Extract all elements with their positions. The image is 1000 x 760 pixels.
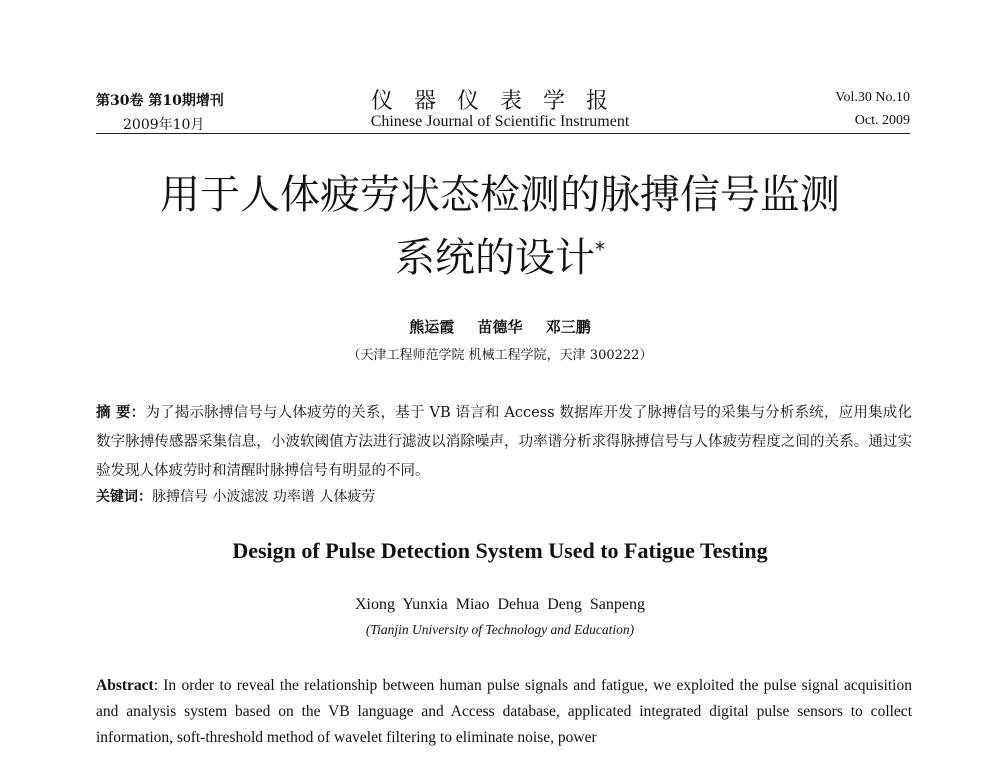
title-cn-line2-text: 系统的设计 [395,235,595,281]
affiliation-cn: （天津工程师范学院 机械工程学院，天津 300222） [347,348,653,363]
date-cn: 2009年10月 [123,117,205,133]
date-en: Oct. 2009 [854,113,910,128]
affiliation-en: (Tianjin University of Technology and Education) [365,622,635,637]
title-cn-line2 [0,226,1000,283]
abstract-cn [96,398,912,486]
abstract-en-text: : In order to reveal the relationship between human pulse signals and fatigue, we exploited the pulse signal acquisition and analysis system based on the VB language and Access database, applicated integrated digital pulse sensors to collect information, soft-threshold method of wavelet filtering to eliminate noise, power [96,677,912,746]
title-en: Design of Pulse Detection System Used to Fatigue Testing [232,538,768,563]
keywords-cn [96,486,375,506]
abstract-en-label: Abstract [96,677,154,694]
keywords-cn-label: 关键词： [96,489,152,505]
title-cn-line1: 用于人体疲劳状态检测的脉搏信号监测 [160,172,840,218]
volume-issue-cn: 第30卷 第10期增刊 [96,93,224,109]
abstract-en [96,673,912,751]
abstract-cn-label: 摘 要： [96,404,146,421]
keywords-cn-text: 脉搏信号 小波滤波 功率谱 人体疲劳 [152,489,376,505]
journal-name-cn: 仪器仪表学报 [370,89,629,114]
footnote-mark: * [595,237,605,262]
header-rule [96,133,910,134]
volume-issue-en: Vol.30 No.10 [835,90,910,105]
authors-en: Xiong Yunxia Miao Dehua Deng Sanpeng [354,596,646,613]
journal-name-en: Chinese Journal of Scientific Instrument [370,113,630,130]
abstract-cn-text: 为了揭示脉搏信号与人体疲劳的关系，基于 VB 语言和 Access 数据库开发了脉搏信号的采集与分析系统，应用集成化数字脉搏传感器采集信息，小波软阈值方法进行滤波以消除噪声，功率谱分析求得脉搏信号与人体疲劳程度之间的关系。通过实验发现人体疲劳时和清醒时脉搏信号有明显的不同。 [96,405,912,479]
authors-cn: 熊运霞 苗德华 邓三鹏 [409,318,591,336]
